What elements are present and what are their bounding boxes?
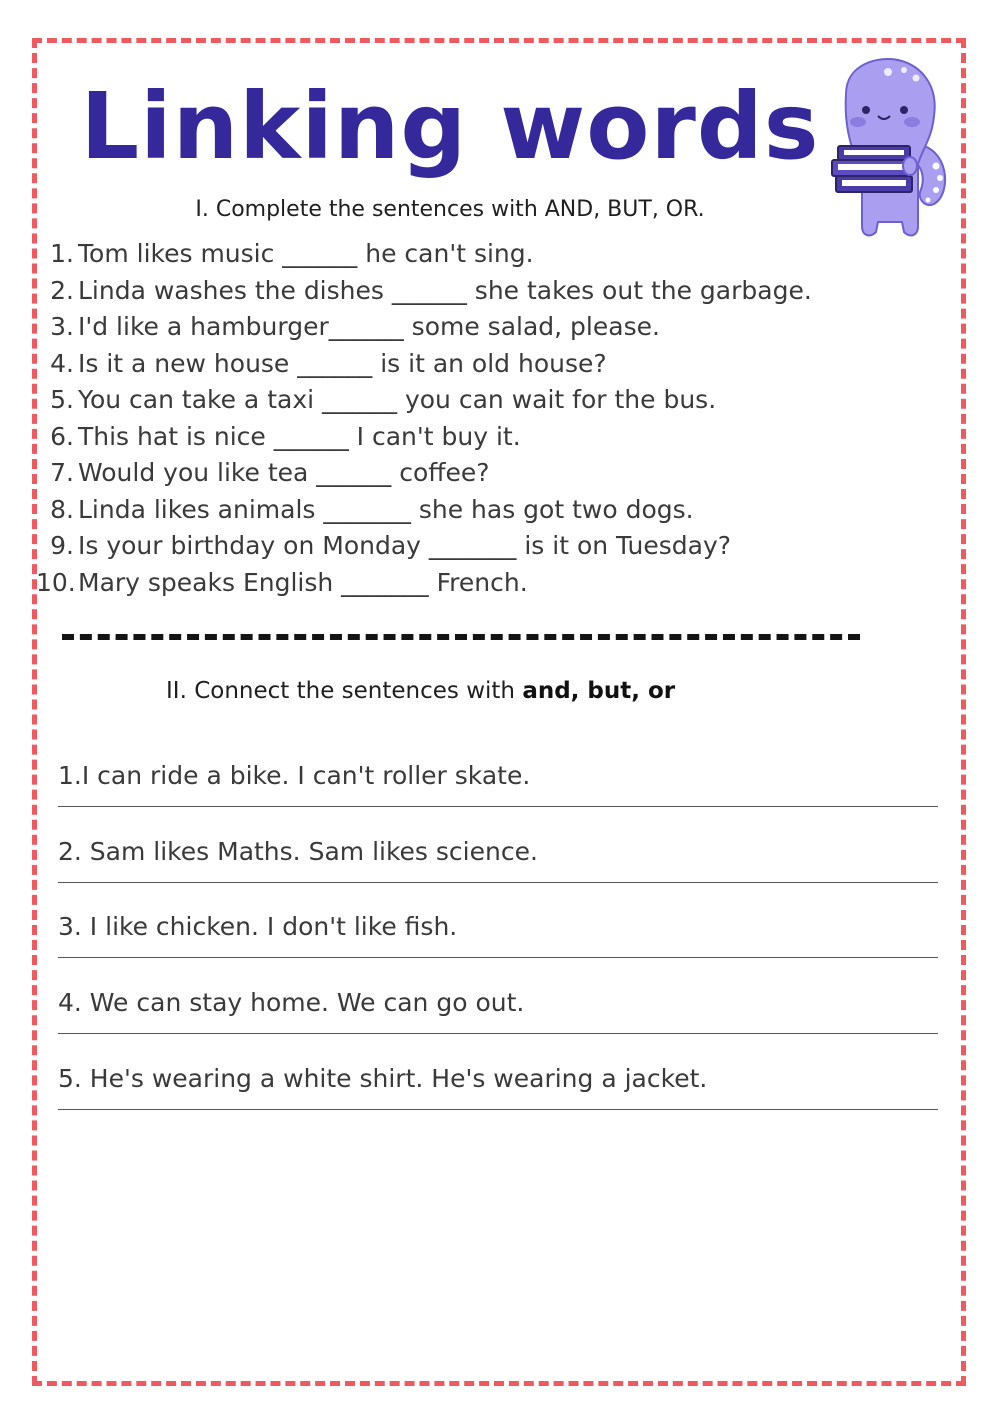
connect-item xyxy=(58,756,938,807)
connect-item xyxy=(58,907,938,958)
instruction-keywords: and, but, or xyxy=(522,678,676,704)
list-item: 5. You can take a taxi ______ you can wait for the bus. xyxy=(36,382,812,419)
sentence-with-blank[interactable]: Tom likes music ______ he can't sing. xyxy=(78,239,534,268)
sentence-with-blank[interactable]: Linda washes the dishes ______ she takes out the garbage. xyxy=(78,275,812,305)
sentence-with-blank[interactable]: You can take a taxi ______ you can wait for the bus. xyxy=(78,385,717,414)
list-item: 2. Linda washes the dishes ______ she takes out the garbage. xyxy=(36,273,812,310)
answer-line[interactable] xyxy=(58,882,938,883)
section-2-instruction: II. Connect the sentences with and, but, or xyxy=(166,678,676,704)
answer-line[interactable] xyxy=(58,806,938,807)
sentence-with-blank[interactable]: I'd like a hamburger______ some salad, please. xyxy=(78,312,660,341)
sentence-with-blank[interactable]: Mary speaks English _______ French. xyxy=(78,567,528,597)
connect-sentence: 3. I like chicken. I don't like fish. xyxy=(58,912,458,941)
sentence-with-blank[interactable]: This hat is nice ______ I can't buy it. xyxy=(78,421,521,451)
list-item: 1. Tom likes music ______ he can't sing. xyxy=(36,236,812,273)
connect-sentence: 2. Sam likes Maths. Sam likes science. xyxy=(58,837,538,866)
connect-sentence: 5. He's wearing a white shirt. He's wearing a jacket. xyxy=(58,1064,708,1093)
sentence-with-blank[interactable]: Would you like tea ______ coffee? xyxy=(78,458,490,487)
list-item: 7. Would you like tea ______ coffee? xyxy=(36,455,812,492)
section-1-instruction: I. Complete the sentences with AND, BUT, OR. xyxy=(195,197,705,222)
list-item: 6. This hat is nice ______ I can't buy it. xyxy=(36,419,812,456)
connect-item xyxy=(58,832,938,883)
connect-item xyxy=(58,983,938,1034)
connect-item xyxy=(58,1059,938,1110)
list-item: 3. I'd like a hamburger______ some salad, please. xyxy=(36,309,812,346)
list-item: 8. Linda likes animals _______ she has got two dogs. xyxy=(36,492,812,529)
answer-line[interactable] xyxy=(58,1109,938,1110)
list-item: 9. Is your birthday on Monday _______ is it on Tuesday? xyxy=(36,528,812,565)
connect-sentence: 4. We can stay home. We can go out. xyxy=(58,988,525,1017)
sentence-with-blank[interactable]: Is it a new house ______ is it an old house? xyxy=(78,348,607,378)
answer-line[interactable] xyxy=(58,957,938,958)
sentence-with-blank[interactable]: Is your birthday on Monday _______ is it on Tuesday? xyxy=(78,531,732,560)
sentence-with-blank[interactable]: Linda likes animals _______ she has got two dogs. xyxy=(78,494,694,524)
list-item: 10. Mary speaks English _______ French. xyxy=(36,565,812,602)
page-title: Linking words xyxy=(80,73,820,180)
list-item: 4. Is it a new house ______ is it an old house? xyxy=(36,346,812,383)
connect-sentence: 1.I can ride a bike. I can't roller skate. xyxy=(58,761,531,790)
fill-blank-list xyxy=(36,236,812,601)
section-divider xyxy=(62,634,860,640)
answer-line[interactable] xyxy=(58,1033,938,1034)
